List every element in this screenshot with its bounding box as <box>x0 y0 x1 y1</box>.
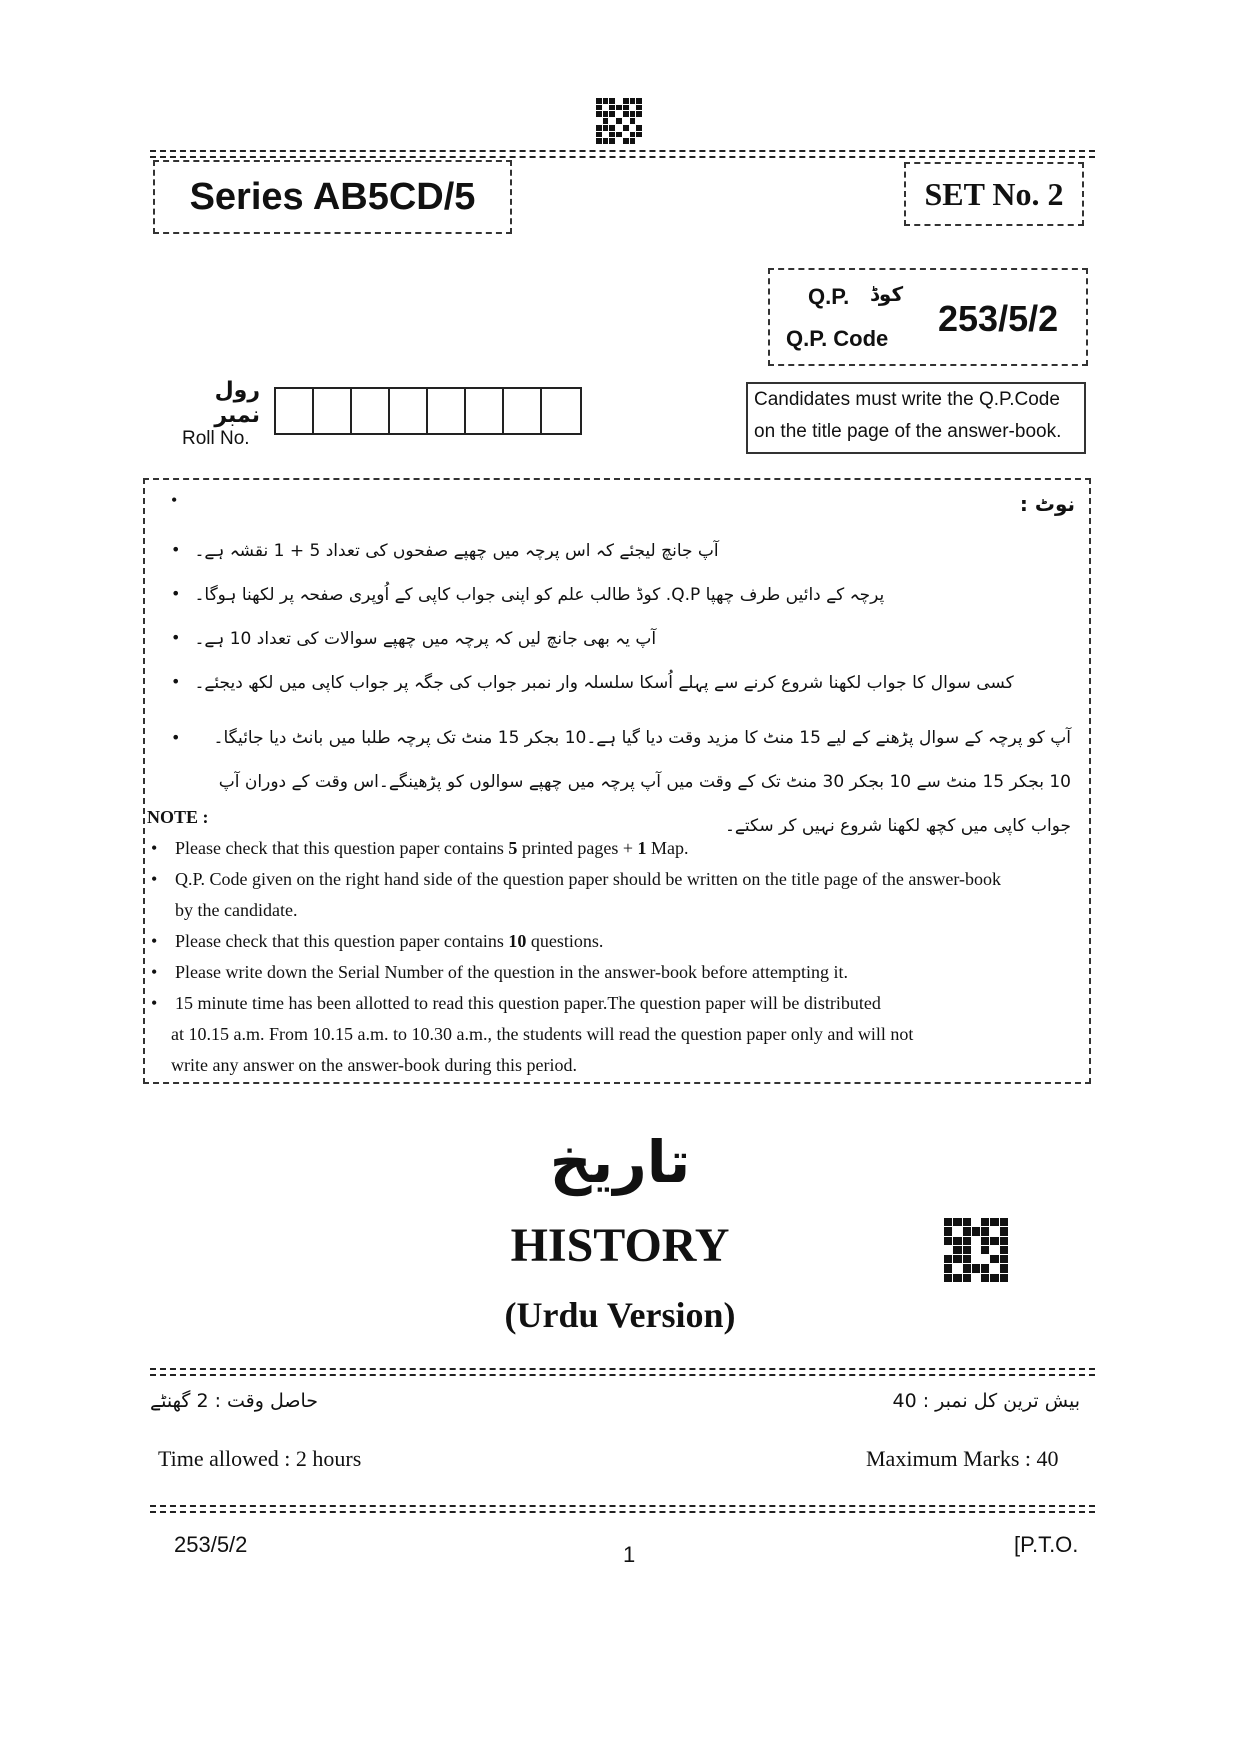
qp-label <box>808 284 849 310</box>
urdu-note-text: آپ جانچ لیجئے کہ اس پرچہ میں چھپے صفحوں کی تعداد 5 + 1 نقشہ ہے۔ <box>194 541 719 561</box>
roll-digit-box[interactable] <box>504 389 542 433</box>
english-note-text: Please check that this question paper contains 10 questions. <box>175 931 604 951</box>
qp-urdu-label: کوڈ <box>870 282 904 306</box>
english-note-text: Please check that this question paper contains 5 printed pages + 1 Map. <box>175 838 689 858</box>
english-note-item <box>147 988 1077 1019</box>
roll-digit-box[interactable] <box>276 389 314 433</box>
bullet-icon: • <box>171 628 181 647</box>
footer-pto: [P.T.O. <box>1014 1532 1079 1557</box>
english-note-item <box>147 926 1077 957</box>
subject-urdu-title: تاریخ <box>549 1128 691 1196</box>
qp-code-value: 253/5/2 <box>938 298 1059 339</box>
exam-info-top-divider <box>150 1368 1095 1376</box>
bullet-icon: • <box>151 869 158 889</box>
subject-title: HISTORY <box>510 1219 730 1272</box>
urdu-note-item <box>171 584 1071 605</box>
urdu-note-heading: نوٹ : <box>1019 492 1075 516</box>
urdu-note-text: کسی سوال کا جواب لکھنا شروع کرنے سے پہلے اُسکا سلسلہ وار نمبر جواب کی جگہ پر جواب کاپی میں لکھ دیجئے۔ <box>194 673 1014 693</box>
urdu-time-allowed: حاصل وقت : 2 گھنٹے <box>150 1390 319 1412</box>
english-note-text: at 10.15 a.m. From 10.15 a.m. to 10.30 a.m., the students will read the question paper only and will not <box>171 1024 914 1044</box>
english-note-heading: NOTE : <box>147 807 209 827</box>
bullet-icon: • <box>151 962 158 982</box>
roll-digit-box[interactable] <box>466 389 504 433</box>
roll-digit-box[interactable] <box>542 389 580 433</box>
roll-label: Roll No. <box>182 428 250 449</box>
exam-info-bottom-divider <box>150 1505 1095 1513</box>
bullet-icon: • <box>171 728 181 747</box>
english-note-item <box>147 957 1077 988</box>
english-note-text: 15 minute time has been allotted to read this question paper.The question paper will be distributed <box>175 993 881 1013</box>
roll-digit-box[interactable] <box>352 389 390 433</box>
english-note-item <box>147 833 1077 864</box>
urdu-note-text: آپ یہ بھی جانچ لیں کہ پرچہ میں چھپے سوالات کی تعداد 10 ہے۔ <box>194 629 657 649</box>
series-label: Series AB5CD/5 <box>189 175 476 218</box>
candidates-notice-line: on the title page of the answer-book. <box>754 421 1062 442</box>
bullet-icon: • <box>151 993 158 1013</box>
bullet-icon: • <box>171 584 181 603</box>
english-note <box>147 802 1077 1081</box>
stray-bullet: • <box>171 490 178 510</box>
candidates-notice-box <box>746 382 1086 454</box>
subject-version: (Urdu Version) <box>504 1295 736 1335</box>
qp-code-label: Q.P. Code <box>786 326 889 351</box>
urdu-max-marks: بیش ترین کل نمبر : 40 <box>892 1390 1080 1412</box>
candidates-notice-line: Candidates must write the Q.P.Code <box>754 389 1060 410</box>
note-box <box>143 478 1091 1084</box>
urdu-note-item <box>171 628 1071 649</box>
urdu-note-text: آپ کو پرچہ کے سوال پڑھنے کے لیے 15 منٹ کا مزید وقت دیا گیا ہے۔10 بجکر 15 منٹ تک پرچہ طلبا میں بانٹ دیا جائیگا۔10 بجکر 15 منٹ سے 10 بجکر 30 منٹ تک کے وقت میں آپ پرچہ میں چھپے سوالوں کو پڑھینگے۔اس وقت کے دوران آپ جواب کاپی میں کچھ لکھنا شروع نہیں کر سکتے۔ <box>213 728 1071 836</box>
maximum-marks: Maximum Marks : 40 <box>866 1446 1059 1471</box>
footer-page-number: 1 <box>623 1542 636 1567</box>
urdu-note-item <box>171 540 1071 561</box>
top-qr-code-icon <box>596 98 642 144</box>
subject-qr-code-icon <box>944 1218 1008 1282</box>
footer-qp-code: 253/5/2 <box>174 1532 248 1557</box>
set-number-box <box>904 162 1084 226</box>
roll-urdu-label: رول نمبر <box>214 378 260 428</box>
set-number: SET No. 2 <box>924 175 1064 212</box>
english-note-text: Q.P. Code given on the right hand side of the question paper should be written on the title page of the answer-book by the candidate. <box>175 869 1001 920</box>
roll-digit-box[interactable] <box>428 389 466 433</box>
english-note-text: Please write down the Serial Number of the question in the answer-book before attempting it. <box>175 962 848 982</box>
time-allowed: Time allowed : 2 hours <box>158 1446 362 1471</box>
bullet-icon: • <box>171 540 181 559</box>
series-box <box>153 160 512 234</box>
bullet-icon: • <box>151 838 158 858</box>
english-note-text: write any answer on the answer-book during this period. <box>171 1055 578 1075</box>
bullet-icon: • <box>151 931 158 951</box>
top-divider <box>150 150 1095 158</box>
urdu-note-text: پرچہ کے دائیں طرف چھپا Q.P. کوڈ طالب علم کو اپنی جواب کاپی کے اُوپری صفحہ پر لکھنا ہوگا۔ <box>194 585 885 605</box>
roll-digit-box[interactable] <box>390 389 428 433</box>
urdu-note-item <box>171 672 1071 693</box>
roll-digit-box[interactable] <box>314 389 352 433</box>
roll-number-boxes[interactable] <box>274 387 582 435</box>
qp-code-box <box>768 268 1088 366</box>
qp-label-text: Q.P. <box>808 284 850 309</box>
bullet-icon: • <box>171 672 181 691</box>
english-note-item <box>147 864 1077 926</box>
